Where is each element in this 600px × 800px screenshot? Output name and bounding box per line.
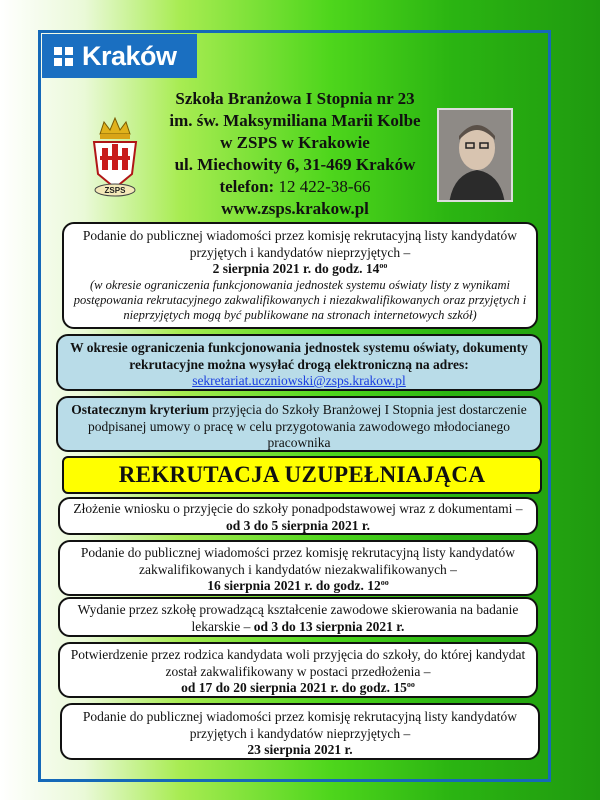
school-patron: im. św. Maksymiliana Marii Kolbe — [169, 111, 421, 130]
school-header — [150, 88, 440, 220]
school-name: Szkoła Branżowa I Stopnia nr 23 — [175, 89, 415, 108]
electronic-submission-box: W okresie ograniczenia funkcjonowania jednostek systemu oświaty, dokumenty rekrutacyjne można wysyłać drogą elektroniczną na adres: sekretariat.uczniowski@zsps.krakow.pl — [56, 334, 542, 391]
medical-referral-box: Wydanie przez szkołę prowadzącą kształcenie zawodowe skierowania na badanie lekarskie – od 3 do 13 sierpnia 2021 r. — [58, 597, 538, 637]
qualified-list-box: Podanie do publicznej wiadomości przez komisję rekrutacyjną listy kandydatów zakwalifikowanych i kandydatów niezakwalifikowanych – 16 sierpnia 2021 r. do godz. $12^{oo}$ — [58, 540, 538, 596]
logo-squares-icon — [54, 47, 73, 66]
krakow-logo — [42, 34, 197, 78]
accepted-list-box: Podanie do publicznej wiadomości przez komisję rekrutacyjną listy kandydatów przyjętych i kandydatów nieprzyjętych – 23 sierpnia 2021 r. — [60, 703, 540, 760]
crest-label: ZSPS — [104, 186, 126, 195]
final-criterion-box: Ostatecznym kryterium przyjęcia do Szkoły Branżowej I Stopnia jest dostarczenie podpisanej umowy o pracę w celu przygotowania zawodowego młodocianego pracownika — [56, 396, 542, 452]
school-address: ul. Miechowity 6, 31-469 Kraków — [174, 155, 416, 174]
school-crest-icon — [86, 112, 144, 198]
patron-portrait — [437, 108, 513, 202]
logo-text: Kraków — [82, 40, 177, 71]
school-phone: telefon: 12 422-38-66 — [219, 177, 371, 196]
email-link[interactable]: sekretariat.uczniowski@zsps.krakow.pl — [192, 373, 406, 388]
supplementary-recruitment-banner: REKRUTACJA UZUPEŁNIAJĄCA — [62, 456, 542, 494]
school-org: w ZSPS w Krakowie — [220, 133, 370, 152]
application-submission-box: Złożenie wniosku o przyjęcie do szkoły ponadpodstawowej wraz z dokumentami – od 3 do 5 sierpnia 2021 r. — [58, 497, 538, 535]
school-website: www.zsps.krakow.pl — [221, 199, 369, 218]
parent-confirmation-box: Potwierdzenie przez rodzica kandydata woli przyjęcia do szkoły, do której kandydat został zakwalifikowany w postaci przedłożenia – od 17 do 20 sierpnia 2021 r. do godz. $15^{oo}$ — [58, 642, 538, 698]
results-announcement-box: Podanie do publicznej wiadomości przez komisję rekrutacyjną listy kandydatów przyjętych i kandydatów nieprzyjętych – 2 sierpnia 2021 r. do godz. $14^{oo}$ (w okresie ograniczenia funkcjonowania jednostek systemu oświaty listy z wynikami postępowania rekrutacyjnego zakwalifikowanych i niezakwalifikowanych oraz przyjętych i nieprzyjętych mogą być publikowane na stronach internetowych szkół) — [62, 222, 538, 329]
